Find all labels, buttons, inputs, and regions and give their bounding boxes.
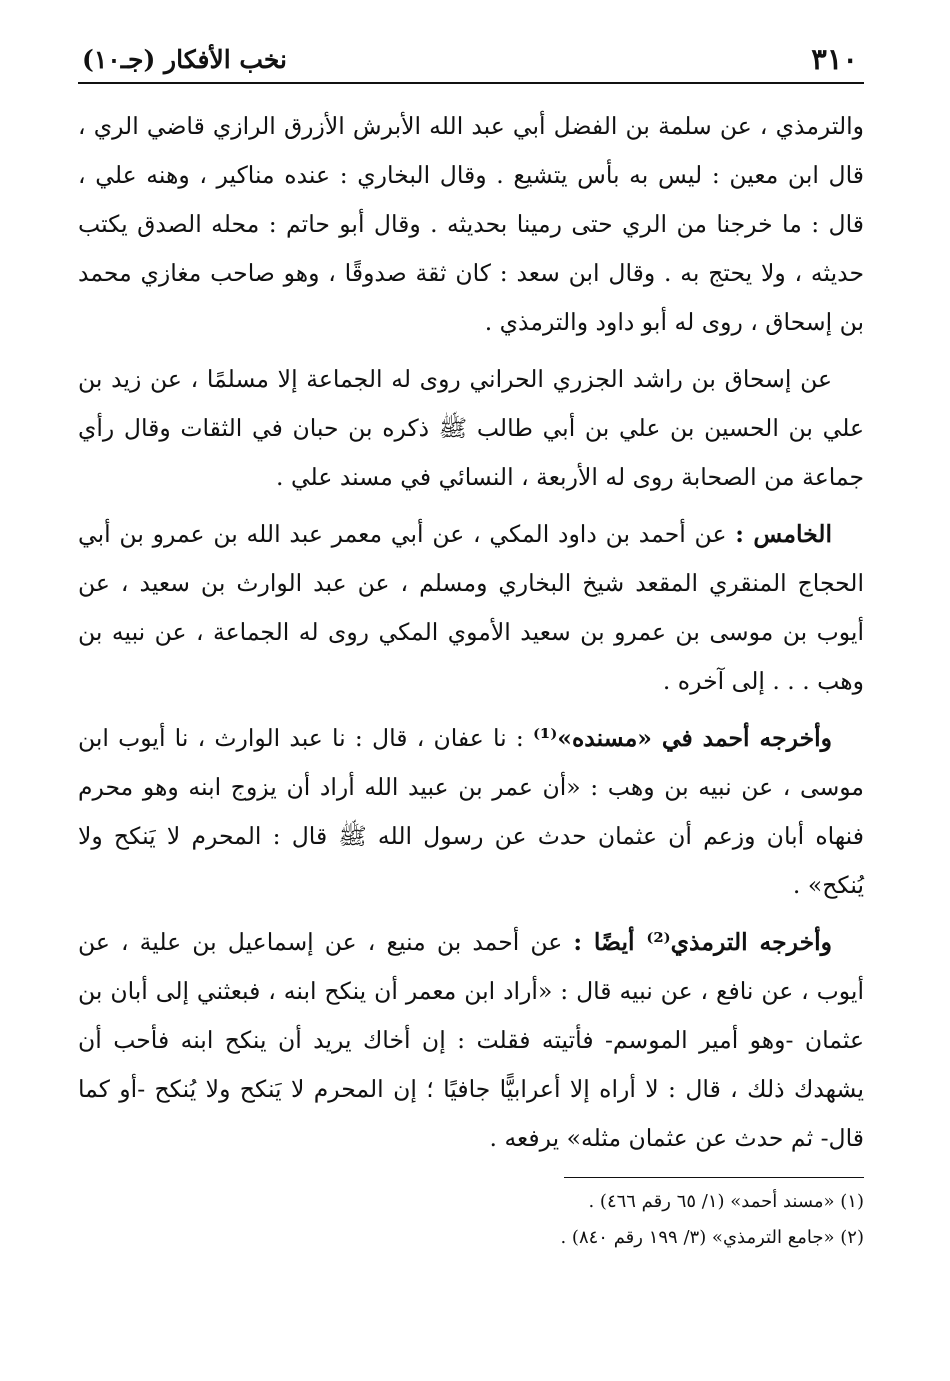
paragraph-heading: وأخرجه أحمد في «مسنده»⁽¹⁾ <box>533 724 832 752</box>
paragraph-fifth-chain <box>78 510 864 706</box>
paragraph-heading: الخامس : <box>735 520 832 548</box>
footnote-divider <box>564 1177 864 1178</box>
paragraph-text: عن إسحاق بن راشد الجزري الحراني روى له الجماعة إلا مسلمًا ، عن زيد بن علي بن الحسين بن علي بن أبي طالب ﷺ ذكره بن حبان في الثقات وقال رأي جماعة من الصحابة روى له الأربعة ، النسائي في مسند علي . <box>78 365 864 491</box>
paragraph-ahmad-source <box>78 714 864 910</box>
paragraph-heading: وأخرجه الترمذي⁽²⁾ أيضًا : <box>573 928 832 956</box>
footnote-1: (١) «مسند أحمد» (١/ ٦٥ رقم ٤٦٦) . <box>588 1191 864 1212</box>
paragraph-text: عن أحمد بن داود المكي ، عن أبي معمر عبد الله بن عمرو بن أبي الحجاج المنقري المقعد شيخ البخاري ومسلم ، عن عبد الوارث بن سعيد ، عن أيوب بن موسى بن عمرو بن سعيد الأموي المكي روى له الجماعة ، عن نبيه بن وهب . . . إلى آخره . <box>78 520 864 695</box>
paragraph-text: عن أحمد بن منيع ، عن إسماعيل بن علية ، عن أيوب ، عن نافع ، عن نبيه قال : «أراد ابن معمر أن ينكح ابنه ، فبعثني إلى أبان بن عثمان -وهو أمير الموسم- فأتيته فقلت : إن أخاك يريد أن ينكح ابنه فأحب أن يشهدك ذلك ، قال : لا أراه إلا أعرابيًّا جافيًا ؛ إن المحرم لا يَنكح ولا يُنكح -أو كما قال- ثم حدث عن عثمان مثله» يرفعه . <box>78 928 864 1152</box>
footnote-2: (٢) «جامع الترمذي» (٣/ ١٩٩ رقم ٨٤٠) . <box>560 1227 864 1248</box>
footnotes <box>78 1184 864 1256</box>
main-text <box>78 102 864 1163</box>
paragraph-text: والترمذي ، عن سلمة بن الفضل أبي عبد الله الأبرش الأزرق الرازي قاضي الري ، قال ابن معين : ليس به بأس يتشيع . وقال البخاري : عنده مناكير ، وهنه علي ، قال : ما خرجنا من الري حتى رمينا بحديثه . وقال أبو حاتم : محله الصدق يكتب حديثه ، ولا يحتج به . وقال ابن سعد : كان ثقة صدوقًا ، وهو صاحب مغازي محمد بن إسحاق ، روى له أبو داود والترمذي . <box>78 112 864 336</box>
running-title: نخب الأفكار (جـ١٠) <box>82 45 288 74</box>
page-number: ٣١٠ <box>811 42 858 76</box>
paragraph-text: : نا عفان ، قال : نا عبد الوارث ، نا أيوب ابن موسى ، عن نبيه بن وهب : «أن عمر بن عبيد الله أراد أن يزوج ابنه وهو محرم فنهاه أبان وزعم أن عثمان حدث عن رسول الله ﷺ قال : المحرم لا يَنكح ولا يُنكح» . <box>78 724 864 899</box>
paragraph-narrators-1 <box>78 102 864 347</box>
book-page <box>78 38 864 1338</box>
paragraph-tirmidhi-source <box>78 918 864 1163</box>
paragraph-narrators-2 <box>78 355 864 502</box>
page-header <box>78 38 864 84</box>
